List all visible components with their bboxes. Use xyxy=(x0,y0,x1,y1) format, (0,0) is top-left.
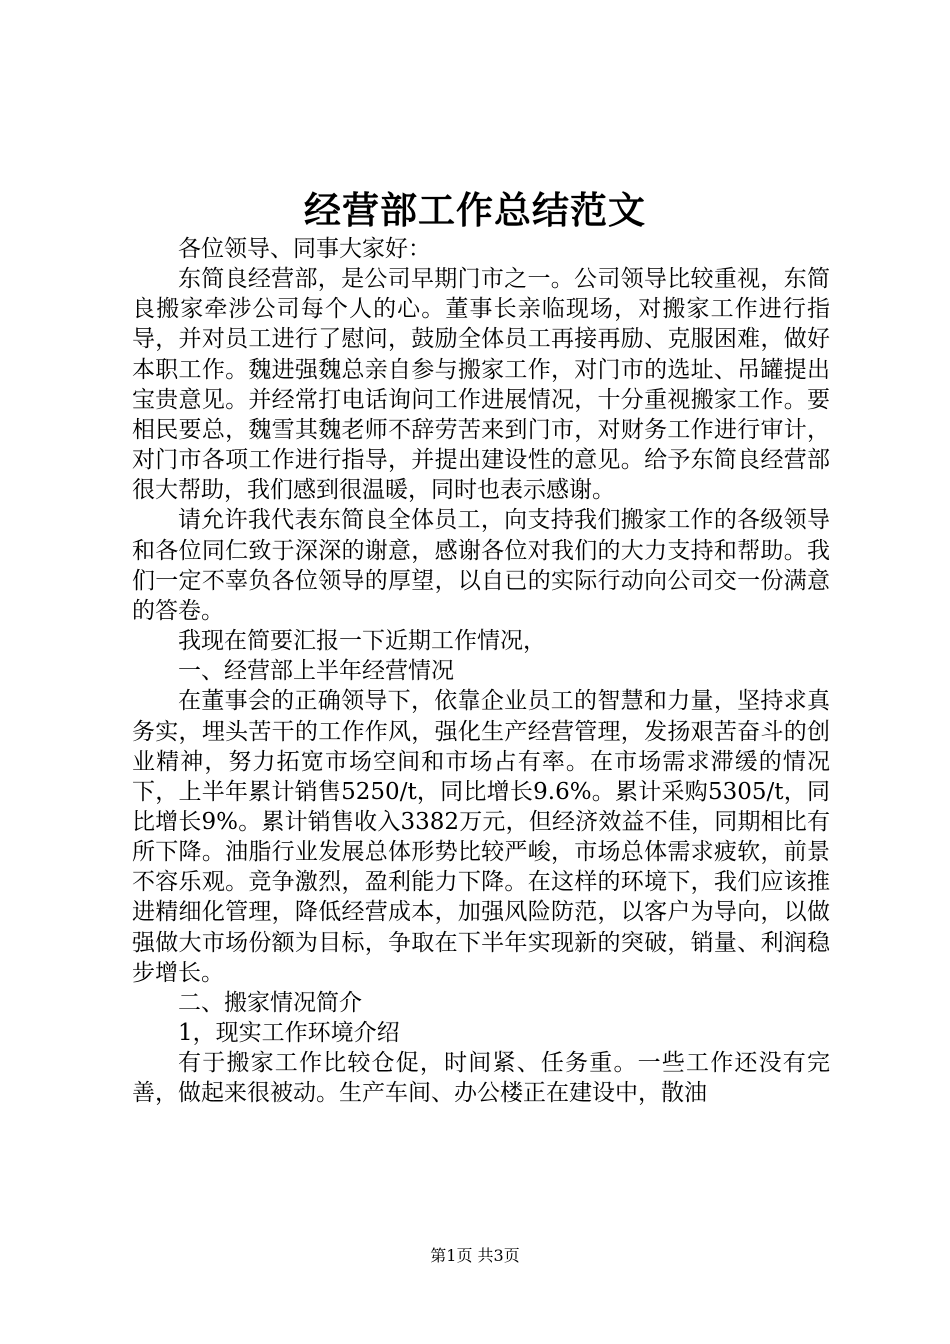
subsection-heading-1: 1，现实工作环境介绍 xyxy=(178,1020,400,1047)
paragraph-work-environment: 有于搬家工作比较仓促，时间紧、任务重。一些工作还没有完善，做起来很被动。生产车间、办公楼正在建设中，散油 xyxy=(132,1050,830,1107)
paragraph-intro: 东简良经营部，是公司早期门市之一。公司领导比较重视，东简良搬家牵涉公司每个人的心。董事长亲临现场，对搬家工作进行指导，并对员工进行了慰问，鼓励全体员工再接再励、克服困难，做好本职工作。魏进强魏总亲自参与搬家工作，对门市的选址、吊罐提出宝贵意见。并经常打电话询问工作进展情况，十分重视搬家工作。要相民要总，魏雪其魏老师不辞劳苦来到门市，对财务工作进行审计，对门市各项工作进行指导，并提出建设性的意见。给予东简良经营部很大帮助，我们感到很温暖，同时也表示感谢。 xyxy=(132,266,830,504)
section-heading-1: 一、经营部上半年经营情况 xyxy=(178,658,454,685)
paragraph-thanks: 请允许我代表东简良全体员工，向支持我们搬家工作的各级领导和各位同仁致于深深的谢意，感谢各位对我们的大力支持和帮助。我们一定不辜负各位领导的厚望，以自已的实际行动向公司交一份满意的答卷。 xyxy=(132,507,830,624)
document-title: 经营部工作总结范文 xyxy=(304,188,646,232)
paragraph-greeting: 各位领导、同事大家好： xyxy=(178,236,431,262)
page-number-footer: 第1页 共3页 xyxy=(430,1246,520,1265)
document-body xyxy=(132,234,830,1109)
paragraph-report-lead: 我现在简要汇报一下近期工作情况， xyxy=(178,628,546,655)
section-heading-2: 二、搬家情况简介 xyxy=(178,989,362,1016)
paragraph-business-status: 在董事会的正确领导下，依靠企业员工的智慧和力量，坚持求真务实，埋头苦干的工作作风，强化生产经营管理，发扬艰苦奋斗的创业精神，努力拓宽市场空间和市场占有率。在市场需求滞缓的情况下，上半年累计销售5250/t，同比增长9.6%。累计采购5305/t，同比增长9%。累计销售收入3382万元，但经济效益不佳，同期相比有所下降。油脂行业发展总体形势比较严峻，市场总体需求疲软，前景不容乐观。竞争激烈，盈利能力下降。在这样的环境下，我们应该推进精细化管理，降低经营成本，加强风险防范，以客户为导向，以做强做大市场份额为目标，争取在下半年实现新的突破，销量、利润稳步增长。 xyxy=(132,688,830,986)
